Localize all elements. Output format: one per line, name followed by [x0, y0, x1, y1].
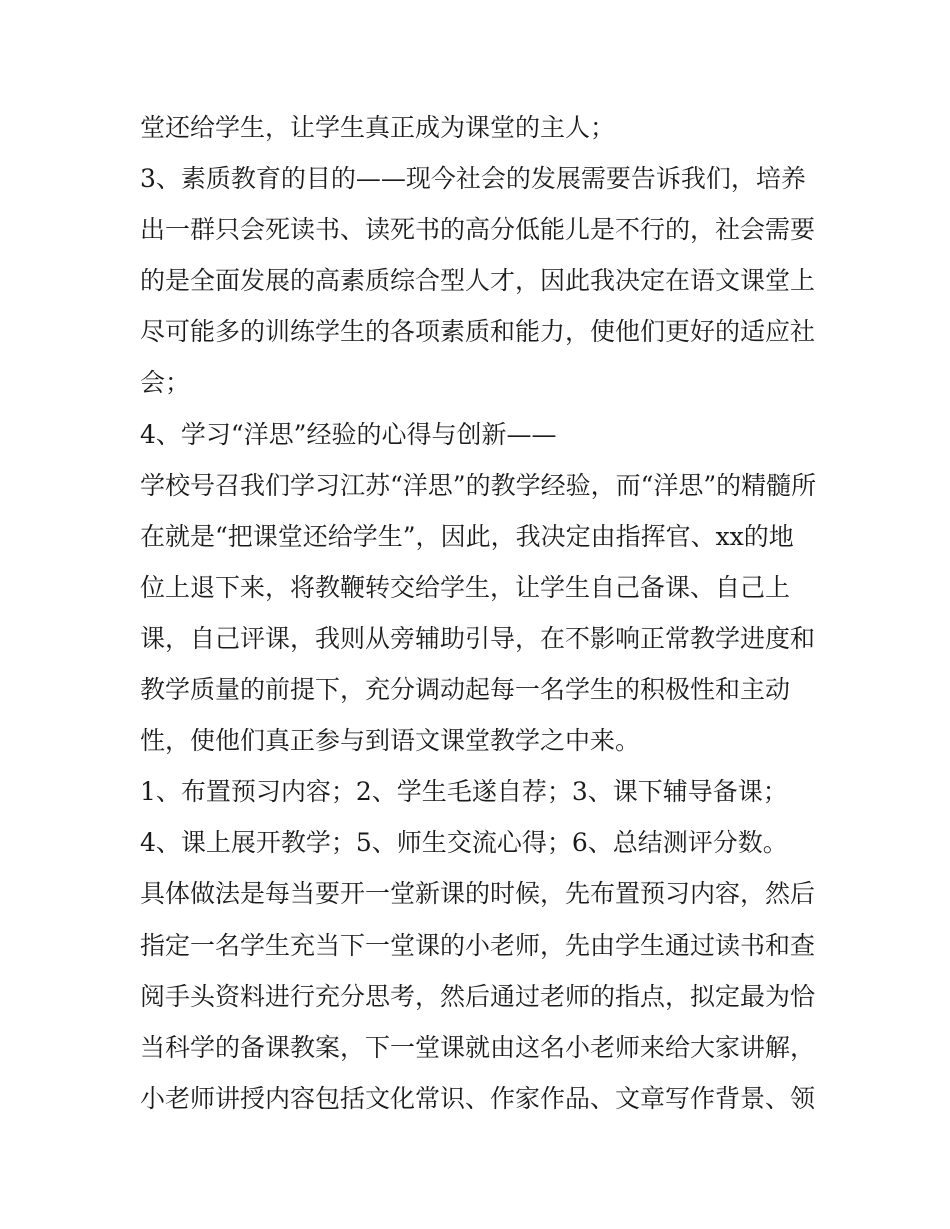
text-line: 阅手头资料进行充分思考，然后通过老师的指点，拟定最为恰 [140, 981, 816, 1011]
text-line: 具体做法是每当要开一堂新课的时候，先布置预习内容，然后 [140, 879, 816, 909]
text-line: 课，自己评课，我则从旁辅助引导，在不影响正常教学进度和 [140, 623, 816, 653]
text-line: 教学质量的前提下，充分调动起每一名学生的积极性和主动 [140, 675, 791, 705]
text-line: 小老师讲授内容包括文化常识、作家作品、文章写作背景、领 [140, 1083, 816, 1113]
text-line: 学校号召我们学习江苏“洋思”的教学经验，而“洋思”的精髓所 [140, 470, 817, 500]
text-line: 4、学习“洋思”经验的心得与创新—— [140, 419, 557, 449]
text-line: 尽可能多的训练学生的各项素质和能力，使他们更好的适应社 [140, 317, 816, 347]
text-line: 会； [140, 368, 191, 398]
text-line: 位上退下来，将教鞭转交给学生，让学生自己备课、自己上 [140, 572, 791, 602]
text-line: 出一群只会死读书、读死书的高分低能儿是不行的，社会需要 [140, 215, 816, 245]
text-line: 4、课上展开教学；5、师生交流心得；6、总结测评分数。 [140, 828, 788, 858]
text-line: 性，使他们真正参与到语文课堂教学之中来。 [140, 726, 641, 756]
text-line: 的是全面发展的高素质综合型人才，因此我决定在语文课堂上 [140, 266, 816, 296]
text-line: 1、布置预习内容；2、学生毛遂自荐；3、课下辅导备课； [140, 777, 788, 807]
text-line: 指定一名学生充当下一堂课的小老师，先由学生通过读书和查 [140, 930, 816, 960]
document-page [140, 102, 840, 1124]
text-line: 当科学的备课教案，下一堂课就由这名小老师来给大家讲解， [140, 1032, 816, 1062]
text-line: 3、素质教育的目的——现今社会的发展需要告诉我们，培养 [140, 164, 806, 194]
text-line: 在就是“把课堂还给学生”，因此，我决定由指挥官、xx的地 [140, 521, 794, 551]
text-line: 堂还给学生，让学生真正成为课堂的主人； [140, 113, 616, 142]
